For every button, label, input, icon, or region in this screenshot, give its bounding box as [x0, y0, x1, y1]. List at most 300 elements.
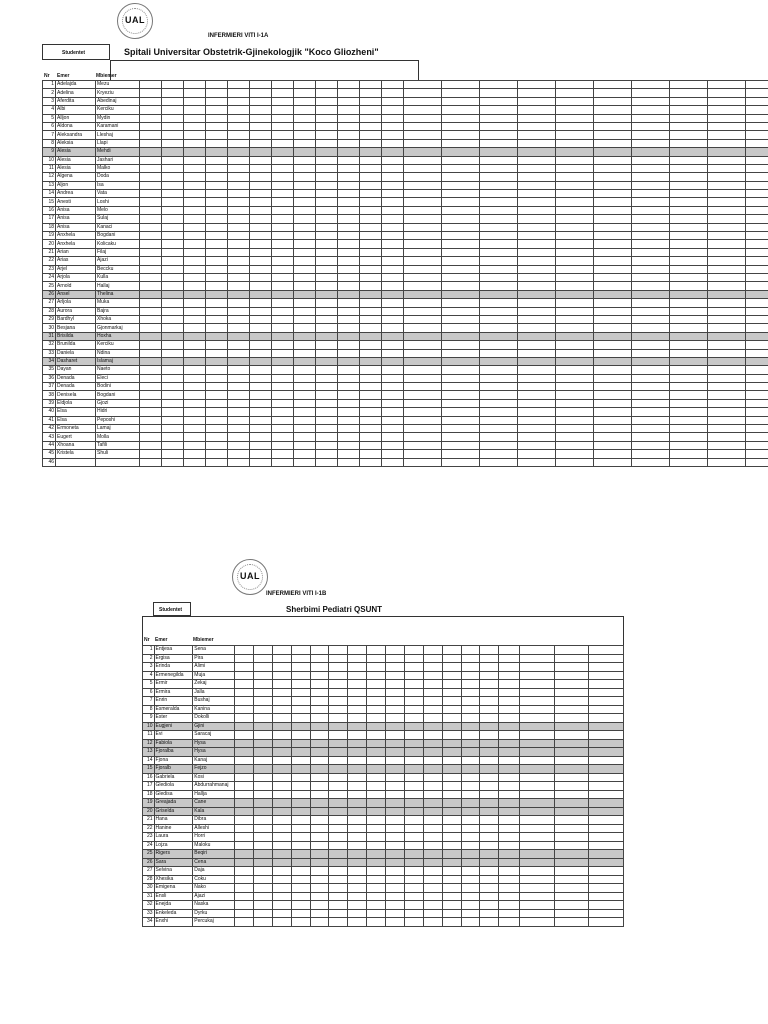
attendance-cell	[594, 114, 632, 122]
attendance-cell	[746, 148, 768, 156]
attendance-cell	[386, 739, 405, 748]
table-row	[143, 773, 624, 782]
attendance-cell	[556, 97, 594, 105]
attendance-cell	[480, 299, 518, 307]
attendance-cell	[382, 223, 404, 231]
attendance-cell	[556, 131, 594, 139]
attendance-cell	[291, 782, 310, 791]
table-row	[143, 892, 624, 901]
attendance-cell	[348, 918, 367, 927]
attendance-cell	[404, 841, 423, 850]
attendance-cell	[206, 257, 228, 265]
attendance-cell	[228, 450, 250, 458]
attendance-cell	[235, 748, 254, 757]
attendance-cell	[272, 416, 294, 424]
attendance-cell	[461, 875, 480, 884]
attendance-cell	[708, 416, 746, 424]
attendance-cell	[746, 164, 768, 172]
attendance-cell	[423, 773, 442, 782]
attendance-cell	[404, 273, 442, 281]
table-row	[43, 366, 768, 374]
attendance-cell	[228, 248, 250, 256]
table-row	[143, 671, 624, 680]
attendance-cell	[404, 782, 423, 791]
attendance-cell	[254, 790, 273, 799]
attendance-cell	[162, 232, 184, 240]
attendance-cell	[670, 131, 708, 139]
attendance-cell	[520, 731, 555, 740]
attendance-cell	[480, 739, 499, 748]
attendance-cell	[442, 114, 480, 122]
attendance-cell	[499, 731, 520, 740]
attendance-cell	[184, 366, 206, 374]
attendance-cell	[670, 433, 708, 441]
attendance-cell	[316, 97, 338, 105]
attendance-cell	[184, 206, 206, 214]
attendance-cell	[316, 223, 338, 231]
university-logo	[232, 559, 268, 595]
last-name-cell: Lleshaj	[96, 131, 140, 139]
attendance-cell	[589, 892, 624, 901]
attendance-cell	[480, 206, 518, 214]
attendance-cell	[746, 156, 768, 164]
attendance-cell	[518, 240, 556, 248]
attendance-cell	[480, 833, 499, 842]
attendance-cell	[316, 156, 338, 164]
attendance-cell	[499, 705, 520, 714]
attendance-cell	[206, 332, 228, 340]
attendance-cell	[499, 807, 520, 816]
attendance-cell	[291, 833, 310, 842]
first-name-cell: Evi	[154, 731, 193, 740]
attendance-cell	[338, 416, 360, 424]
attendance-cell	[708, 332, 746, 340]
attendance-cell	[206, 299, 228, 307]
attendance-cell	[235, 909, 254, 918]
attendance-cell	[206, 240, 228, 248]
row-number: 3	[43, 97, 56, 105]
attendance-cell	[272, 81, 294, 89]
attendance-cell	[589, 867, 624, 876]
row-number: 2	[43, 89, 56, 97]
table-row	[143, 722, 624, 731]
attendance-cell	[140, 290, 162, 298]
attendance-cell	[632, 131, 670, 139]
attendance-cell	[670, 181, 708, 189]
attendance-cell	[310, 790, 329, 799]
attendance-cell	[442, 824, 461, 833]
attendance-cell	[310, 663, 329, 672]
attendance-cell	[594, 265, 632, 273]
attendance-cell	[708, 433, 746, 441]
attendance-cell	[360, 148, 382, 156]
attendance-cell	[367, 901, 386, 910]
attendance-cell	[442, 773, 461, 782]
attendance-cell	[272, 341, 294, 349]
attendance-cell	[518, 106, 556, 114]
attendance-cell	[329, 765, 348, 774]
last-name-cell: Shuli	[96, 450, 140, 458]
attendance-cell	[670, 273, 708, 281]
attendance-cell	[386, 790, 405, 799]
attendance-cell	[404, 156, 442, 164]
table-row	[43, 408, 768, 416]
attendance-cell	[310, 833, 329, 842]
row-number: 28	[143, 875, 155, 884]
last-name-cell: Bogdani	[96, 391, 140, 399]
attendance-cell	[272, 164, 294, 172]
attendance-cell	[184, 315, 206, 323]
first-name-cell: Enkeleda	[154, 909, 193, 918]
attendance-cell	[228, 324, 250, 332]
first-name-cell: Anxhela	[56, 240, 96, 248]
attendance-cell	[423, 816, 442, 825]
attendance-cell	[382, 450, 404, 458]
attendance-cell	[228, 273, 250, 281]
attendance-cell	[556, 450, 594, 458]
attendance-cell	[520, 663, 555, 672]
first-name-cell: Glediola	[154, 782, 193, 791]
attendance-cell	[367, 867, 386, 876]
attendance-cell	[272, 366, 294, 374]
attendance-cell	[228, 416, 250, 424]
attendance-cell	[556, 215, 594, 223]
attendance-cell	[329, 773, 348, 782]
attendance-cell	[235, 731, 254, 740]
attendance-cell	[382, 156, 404, 164]
attendance-cell	[329, 731, 348, 740]
attendance-cell	[382, 198, 404, 206]
attendance-cell	[291, 858, 310, 867]
attendance-cell	[360, 290, 382, 298]
attendance-cell	[594, 282, 632, 290]
attendance-cell	[316, 248, 338, 256]
row-number: 33	[43, 349, 56, 357]
attendance-cell	[272, 257, 294, 265]
attendance-cell	[329, 697, 348, 706]
attendance-cell	[480, 341, 518, 349]
attendance-cell	[386, 867, 405, 876]
col-nr: Nr	[144, 637, 150, 643]
attendance-cell	[746, 122, 768, 130]
attendance-cell	[360, 164, 382, 172]
attendance-cell	[746, 206, 768, 214]
attendance-cell	[338, 265, 360, 273]
attendance-cell	[272, 748, 291, 757]
attendance-cell	[291, 739, 310, 748]
attendance-cell	[235, 884, 254, 893]
attendance-cell	[272, 824, 291, 833]
attendance-cell	[162, 273, 184, 281]
attendance-cell	[382, 441, 404, 449]
attendance-cell	[670, 374, 708, 382]
table-row	[43, 299, 768, 307]
first-name-cell: Dasharet	[56, 357, 96, 365]
row-number: 34	[143, 918, 155, 927]
attendance-cell	[316, 391, 338, 399]
attendance-cell	[442, 765, 461, 774]
attendance-cell	[589, 756, 624, 765]
attendance-cell	[348, 901, 367, 910]
attendance-cell	[461, 816, 480, 825]
attendance-cell	[518, 299, 556, 307]
attendance-cell	[442, 433, 480, 441]
attendance-cell	[670, 357, 708, 365]
attendance-cell	[442, 875, 461, 884]
attendance-cell	[206, 315, 228, 323]
attendance-cell	[162, 299, 184, 307]
attendance-cell	[235, 901, 254, 910]
attendance-cell	[480, 688, 499, 697]
attendance-cell	[228, 441, 250, 449]
last-name-cell: Bodini	[96, 383, 140, 391]
attendance-cell	[162, 89, 184, 97]
attendance-cell	[272, 223, 294, 231]
last-name-cell: Karamani	[96, 122, 140, 130]
attendance-cell	[746, 282, 768, 290]
attendance-cell	[140, 273, 162, 281]
attendance-cell	[382, 257, 404, 265]
attendance-cell	[338, 248, 360, 256]
first-name-cell: Denisela	[56, 391, 96, 399]
attendance-cell	[520, 646, 555, 655]
attendance-cell	[442, 748, 461, 757]
table-row	[143, 790, 624, 799]
attendance-cell	[594, 164, 632, 172]
attendance-cell	[404, 324, 442, 332]
attendance-cell	[316, 357, 338, 365]
last-name-cell: Beccku	[96, 265, 140, 273]
logo-text: UAL	[125, 15, 145, 25]
attendance-cell	[632, 97, 670, 105]
attendance-cell	[554, 875, 589, 884]
attendance-cell	[442, 173, 480, 181]
attendance-cell	[442, 299, 480, 307]
attendance-cell	[589, 671, 624, 680]
attendance-cell	[310, 901, 329, 910]
attendance-cell	[746, 173, 768, 181]
attendance-cell	[254, 824, 273, 833]
attendance-cell	[360, 106, 382, 114]
attendance-cell	[291, 824, 310, 833]
attendance-cell	[250, 265, 272, 273]
attendance-cell	[316, 81, 338, 89]
attendance-cell	[206, 190, 228, 198]
attendance-cell	[294, 315, 316, 323]
last-name-cell: Llapi	[96, 139, 140, 147]
attendance-cell	[708, 282, 746, 290]
attendance-cell	[294, 450, 316, 458]
attendance-cell	[404, 248, 442, 256]
attendance-cell	[461, 790, 480, 799]
attendance-cell	[461, 654, 480, 663]
first-name-cell: Hanine	[154, 824, 193, 833]
attendance-cell	[360, 307, 382, 315]
attendance-cell	[632, 173, 670, 181]
attendance-cell	[461, 756, 480, 765]
attendance-cell	[386, 773, 405, 782]
attendance-cell	[140, 106, 162, 114]
attendance-cell	[294, 332, 316, 340]
attendance-cell	[254, 909, 273, 918]
attendance-cell	[162, 357, 184, 365]
attendance-cell	[554, 833, 589, 842]
attendance-cell	[461, 705, 480, 714]
attendance-cell	[254, 875, 273, 884]
attendance-cell	[442, 164, 480, 172]
attendance-cell	[670, 450, 708, 458]
attendance-cell	[423, 739, 442, 748]
attendance-cell	[316, 450, 338, 458]
attendance-cell	[348, 739, 367, 748]
attendance-cell	[272, 654, 291, 663]
attendance-cell	[480, 705, 499, 714]
attendance-cell	[162, 198, 184, 206]
first-name-cell: Laura	[154, 833, 193, 842]
attendance-cell	[442, 341, 480, 349]
attendance-cell	[404, 450, 442, 458]
attendance-cell	[338, 357, 360, 365]
attendance-cell	[480, 324, 518, 332]
first-name-cell: Adelina	[56, 89, 96, 97]
attendance-cell	[184, 81, 206, 89]
attendance-cell	[360, 248, 382, 256]
last-name-cell: Bogdani	[96, 232, 140, 240]
attendance-cell	[499, 892, 520, 901]
first-name-cell: Aleksandra	[56, 131, 96, 139]
attendance-cell	[480, 89, 518, 97]
attendance-cell	[556, 122, 594, 130]
first-name-cell: Ergisa	[154, 654, 193, 663]
attendance-cell	[162, 173, 184, 181]
attendance-cell	[250, 156, 272, 164]
attendance-cell	[594, 458, 632, 466]
attendance-cell	[338, 232, 360, 240]
attendance-cell	[499, 884, 520, 893]
attendance-cell	[554, 705, 589, 714]
row-number: 21	[43, 248, 56, 256]
attendance-cell	[404, 164, 442, 172]
last-name-cell: Dyrku	[193, 909, 235, 918]
attendance-cell	[746, 408, 768, 416]
attendance-cell	[480, 765, 499, 774]
attendance-cell	[670, 349, 708, 357]
attendance-cell	[386, 918, 405, 927]
attendance-cell	[348, 782, 367, 791]
attendance-cell	[480, 383, 518, 391]
first-name-cell: Alljon	[56, 114, 96, 122]
last-name-cell: Lamaj	[96, 425, 140, 433]
attendance-cell	[404, 748, 423, 757]
attendance-cell	[518, 265, 556, 273]
attendance-cell	[442, 416, 480, 424]
attendance-cell	[272, 816, 291, 825]
table-row	[43, 232, 768, 240]
attendance-cell	[423, 697, 442, 706]
attendance-cell	[554, 748, 589, 757]
attendance-cell	[316, 366, 338, 374]
attendance-cell	[589, 858, 624, 867]
attendance-cell	[480, 884, 499, 893]
attendance-cell	[162, 383, 184, 391]
attendance-cell	[310, 807, 329, 816]
attendance-cell	[235, 663, 254, 672]
attendance-cell	[294, 299, 316, 307]
attendance-cell	[291, 705, 310, 714]
attendance-cell	[382, 240, 404, 248]
attendance-cell	[228, 366, 250, 374]
attendance-cell	[556, 357, 594, 365]
attendance-cell	[442, 918, 461, 927]
attendance-cell	[589, 841, 624, 850]
first-name-cell: Emigena	[154, 884, 193, 893]
attendance-cell	[162, 450, 184, 458]
first-name-cell: Anesti	[56, 198, 96, 206]
attendance-cell	[554, 722, 589, 731]
attendance-cell	[250, 399, 272, 407]
attendance-cell	[594, 307, 632, 315]
first-name-cell: Ester	[154, 714, 193, 723]
attendance-cell	[442, 450, 480, 458]
attendance-cell	[338, 349, 360, 357]
attendance-cell	[329, 782, 348, 791]
group-label: Studentet	[159, 607, 183, 613]
table-row	[43, 139, 768, 147]
attendance-cell	[404, 756, 423, 765]
attendance-cell	[480, 756, 499, 765]
attendance-cell	[480, 391, 518, 399]
attendance-cell	[461, 867, 480, 876]
attendance-cell	[206, 97, 228, 105]
table-row	[143, 748, 624, 757]
attendance-cell	[442, 799, 461, 808]
attendance-cell	[461, 722, 480, 731]
attendance-cell	[272, 722, 291, 731]
attendance-cell	[594, 156, 632, 164]
attendance-cell	[442, 190, 480, 198]
attendance-cell	[254, 884, 273, 893]
attendance-cell	[272, 190, 294, 198]
last-name-cell: Muja	[193, 671, 235, 680]
last-name-cell: Tafili	[96, 441, 140, 449]
attendance-cell	[250, 114, 272, 122]
attendance-cell	[746, 97, 768, 105]
attendance-cell	[184, 173, 206, 181]
attendance-cell	[404, 240, 442, 248]
attendance-cell	[235, 816, 254, 825]
attendance-cell	[442, 756, 461, 765]
attendance-cell	[589, 705, 624, 714]
attendance-cell	[294, 282, 316, 290]
attendance-cell	[480, 114, 518, 122]
first-name-cell: Rigers	[154, 850, 193, 859]
attendance-cell	[228, 307, 250, 315]
attendance-cell	[338, 181, 360, 189]
attendance-cell	[480, 858, 499, 867]
first-name-cell: Selvina	[154, 867, 193, 876]
attendance-cell	[520, 722, 555, 731]
attendance-cell	[382, 215, 404, 223]
first-name-cell: Aferdita	[56, 97, 96, 105]
attendance-cell	[291, 901, 310, 910]
attendance-cell	[556, 458, 594, 466]
row-number: 24	[43, 273, 56, 281]
attendance-cell	[594, 139, 632, 147]
attendance-cell	[746, 106, 768, 114]
attendance-cell	[206, 215, 228, 223]
attendance-cell	[291, 841, 310, 850]
attendance-cell	[404, 408, 442, 416]
